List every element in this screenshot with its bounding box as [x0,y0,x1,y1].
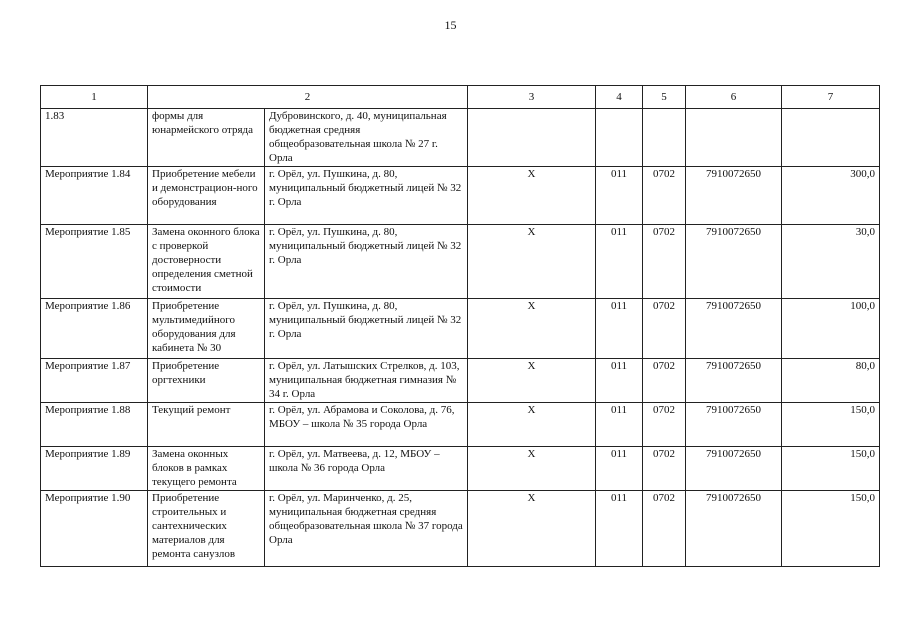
event-name-cell: Замена оконного блока с проверкой достоверности определения сметной стоимости [148,225,265,299]
column-5-cell: 0702 [643,447,686,491]
event-id-cell: Мероприятие 1.88 [41,403,148,447]
column-3-cell [468,109,596,167]
column-3-cell: Х [468,491,596,567]
column-5-cell: 0702 [643,359,686,403]
table-row [41,491,880,567]
column-4-cell: 011 [596,167,643,225]
column-6-cell: 7910072650 [686,491,782,567]
column-6-cell [686,109,782,167]
column-6-cell: 7910072650 [686,403,782,447]
table-row [41,447,880,491]
amount-cell: 300,0 [782,167,880,225]
event-address-cell: г. Орёл, ул. Маринченко, д. 25, муниципальная бюджетная средняя общеобразовательная школа № 37 города Орла [265,491,468,567]
event-address-cell: г. Орёл, ул. Пушкина, д. 80, муниципальный бюджетный лицей № 32 г. Орла [265,299,468,359]
column-3-cell: Х [468,403,596,447]
header-cell: 5 [643,86,686,109]
column-4-cell: 011 [596,359,643,403]
column-4-cell: 011 [596,447,643,491]
event-id-cell: Мероприятие 1.89 [41,447,148,491]
event-address-cell: г. Орёл, ул. Абрамова и Соколова, д. 76, МБОУ – школа № 35 города Орла [265,403,468,447]
column-3-cell: Х [468,299,596,359]
column-5-cell: 0702 [643,403,686,447]
column-6-cell: 7910072650 [686,167,782,225]
column-6-cell: 7910072650 [686,299,782,359]
header-cell: 3 [468,86,596,109]
column-5-cell: 0702 [643,167,686,225]
column-6-cell: 7910072650 [686,225,782,299]
column-5-cell: 0702 [643,299,686,359]
event-id-cell: 1.83 [41,109,148,167]
column-3-cell: Х [468,359,596,403]
event-name-cell: формы для юнармейского отряда [148,109,265,167]
column-4-cell: 011 [596,491,643,567]
event-id-cell: Мероприятие 1.87 [41,359,148,403]
amount-cell: 150,0 [782,447,880,491]
header-cell: 2 [148,86,468,109]
column-3-cell: Х [468,447,596,491]
column-3-cell: Х [468,225,596,299]
header-cell: 1 [41,86,148,109]
column-5-cell: 0702 [643,225,686,299]
header-cell: 4 [596,86,643,109]
column-4-cell [596,109,643,167]
amount-cell: 30,0 [782,225,880,299]
event-name-cell: Приобретение строительных и сантехнических материалов для ремонта санузлов [148,491,265,567]
column-5-cell: 0702 [643,491,686,567]
event-address-cell: г. Орёл, ул. Латышских Стрелков, д. 103, муниципальная бюджетная гимназия № 34 г. Орла [265,359,468,403]
event-address-cell: г. Орёл, ул. Пушкина, д. 80, муниципальный бюджетный лицей № 32 г. Орла [265,225,468,299]
column-4-cell: 011 [596,403,643,447]
table-row [41,109,880,167]
column-5-cell [643,109,686,167]
header-cell: 7 [782,86,880,109]
event-id-cell: Мероприятие 1.86 [41,299,148,359]
event-name-cell: Текущий ремонт [148,403,265,447]
event-name-cell: Приобретение мебели и демонстрацион-ного оборудования [148,167,265,225]
table-header-row [41,86,880,109]
table-row [41,403,880,447]
column-6-cell: 7910072650 [686,359,782,403]
table-row [41,299,880,359]
event-name-cell: Замена оконных блоков в рамках текущего ремонта [148,447,265,491]
amount-cell: 100,0 [782,299,880,359]
amount-cell: 150,0 [782,491,880,567]
event-address-cell: г. Орёл, ул. Матвеева, д. 12, МБОУ – школа № 36 города Орла [265,447,468,491]
header-cell: 6 [686,86,782,109]
table-row [41,359,880,403]
amount-cell [782,109,880,167]
column-3-cell: Х [468,167,596,225]
column-6-cell: 7910072650 [686,447,782,491]
column-4-cell: 011 [596,299,643,359]
program-table [40,85,880,567]
event-address-cell: г. Орёл, ул. Пушкина, д. 80, муниципальный бюджетный лицей № 32 г. Орла [265,167,468,225]
table-row [41,167,880,225]
column-4-cell: 011 [596,225,643,299]
amount-cell: 150,0 [782,403,880,447]
table-row [41,225,880,299]
event-id-cell: Мероприятие 1.84 [41,167,148,225]
event-name-cell: Приобретение оргтехники [148,359,265,403]
event-name-cell: Приобретение мультимедийного оборудования для кабинета № 30 [148,299,265,359]
amount-cell: 80,0 [782,359,880,403]
page-number: 15 [444,18,457,32]
event-id-cell: Мероприятие 1.90 [41,491,148,567]
event-id-cell: Мероприятие 1.85 [41,225,148,299]
event-address-cell: Дубровинского, д. 40, муниципальная бюджетная средняя общеобразовательная школа № 27 г. Орла [265,109,468,167]
